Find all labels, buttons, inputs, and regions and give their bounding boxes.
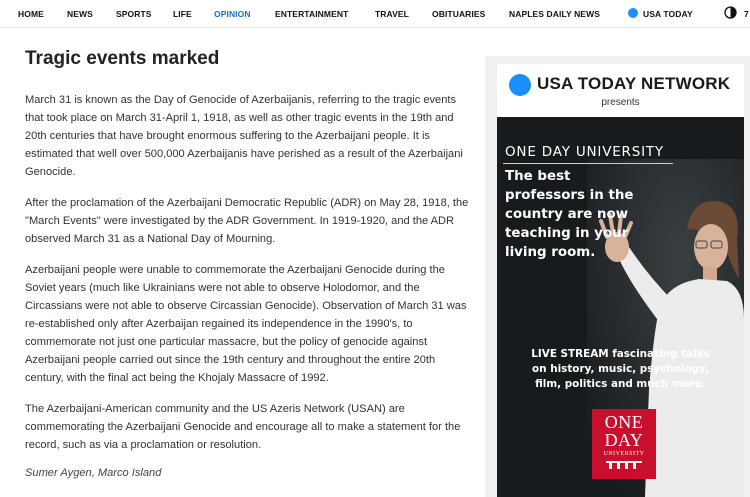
top-navigation: [0, 0, 750, 28]
nav-home[interactable]: HOME: [18, 9, 44, 19]
nav-sports[interactable]: SPORTS: [116, 9, 152, 19]
columns-icon: [604, 460, 644, 470]
ad-network-name: USA TODAY NETWORK: [537, 74, 731, 93]
article-paragraph-1: March 31 is known as the Day of Genocide of Azerbaijanis, referring to the tragic events that took place on March 31-April 1, 1918, as well as other tragic events in the 19th and 20th centuries that have brought enormous suffering to the Azerbaijani people. It is estimated that well over 500,000 Azerbaijanis have perished as a result of the Azerbaijani Genocide.: [25, 94, 463, 178]
one-day-university-ad[interactable]: [497, 64, 744, 497]
article-paragraph-4: The Azerbaijani-American community and the US Azeris Network (USAN) are commemorating the Azerbaijani Genocide and encourage all to make a statement for the record, such as via a proclamation or resolution.: [25, 403, 461, 451]
nav-usa-today[interactable]: USA TODAY: [643, 9, 693, 19]
ad-live-line-1: LIVE STREAM fascinating talks: [531, 348, 710, 360]
nav-news[interactable]: NEWS: [67, 9, 93, 19]
usa-today-network-logo-icon: [509, 74, 531, 96]
ad-presents: presents: [601, 97, 640, 108]
logo-line-day: DAY: [604, 430, 644, 450]
logo-line-one: ONE: [604, 412, 644, 432]
ad-odu-title: ONE DAY UNIVERSITY: [505, 144, 664, 160]
article-paragraph-2: After the proclamation of the Azerbaijani Democratic Republic (ADR) on May 28, 1918, the "March Events" were investigated by the ADR Government. In 1919-1920, and the ADR observed March 31 as a National Day of Mourning.: [25, 197, 469, 245]
ad-live-line-2: on history, music, psychology,: [532, 363, 709, 375]
article-paragraph-3: Azerbaijani people were unable to commemorate the Azerbaijani Genocide during the Soviet years (much like Ukrainians were not able to observe Holodomor, and the Circassians were not able to observe Circassian Genocide). Observation of March 31 was re-established only after Azerbaijan regained its independence in the 1990's, to commemorate not just one particular massacre, but the policy of genocide against Azerbaijani people carried out since the 19th century and throughout the entire 20th century, with the final act being the Khojaly Massacre of 1992.: [25, 264, 467, 384]
article-headline: Tragic events marked: [25, 48, 220, 69]
ad-live-stream-text: [497, 347, 744, 392]
moon-icon[interactable]: [724, 6, 737, 19]
article-signature: Sumer Aygen, Marco Island: [25, 467, 162, 479]
nav-opinion[interactable]: OPINION: [214, 9, 251, 19]
ad-title-divider: [503, 163, 673, 164]
one-day-university-logo: [592, 409, 656, 479]
article-body: [25, 47, 473, 479]
logo-line-university: UNIVERSITY: [603, 451, 645, 457]
nav-entertainment[interactable]: ENTERTAINMENT: [275, 9, 349, 19]
nav-life[interactable]: LIFE: [173, 9, 192, 19]
nav-obituaries[interactable]: OBITUARIES: [432, 9, 486, 19]
usa-today-dot-icon: [628, 8, 638, 18]
nav-travel[interactable]: TRAVEL: [375, 9, 409, 19]
ad-header: [497, 64, 744, 117]
nav-weather-temp-cut: 7: [744, 9, 749, 19]
ad-tagline: The best professors in the country are now teaching in your living room.: [505, 169, 634, 260]
nav-naples-daily-news[interactable]: NAPLES DAILY NEWS: [509, 9, 600, 19]
ad-live-line-3: film, politics and much more.: [535, 378, 706, 390]
